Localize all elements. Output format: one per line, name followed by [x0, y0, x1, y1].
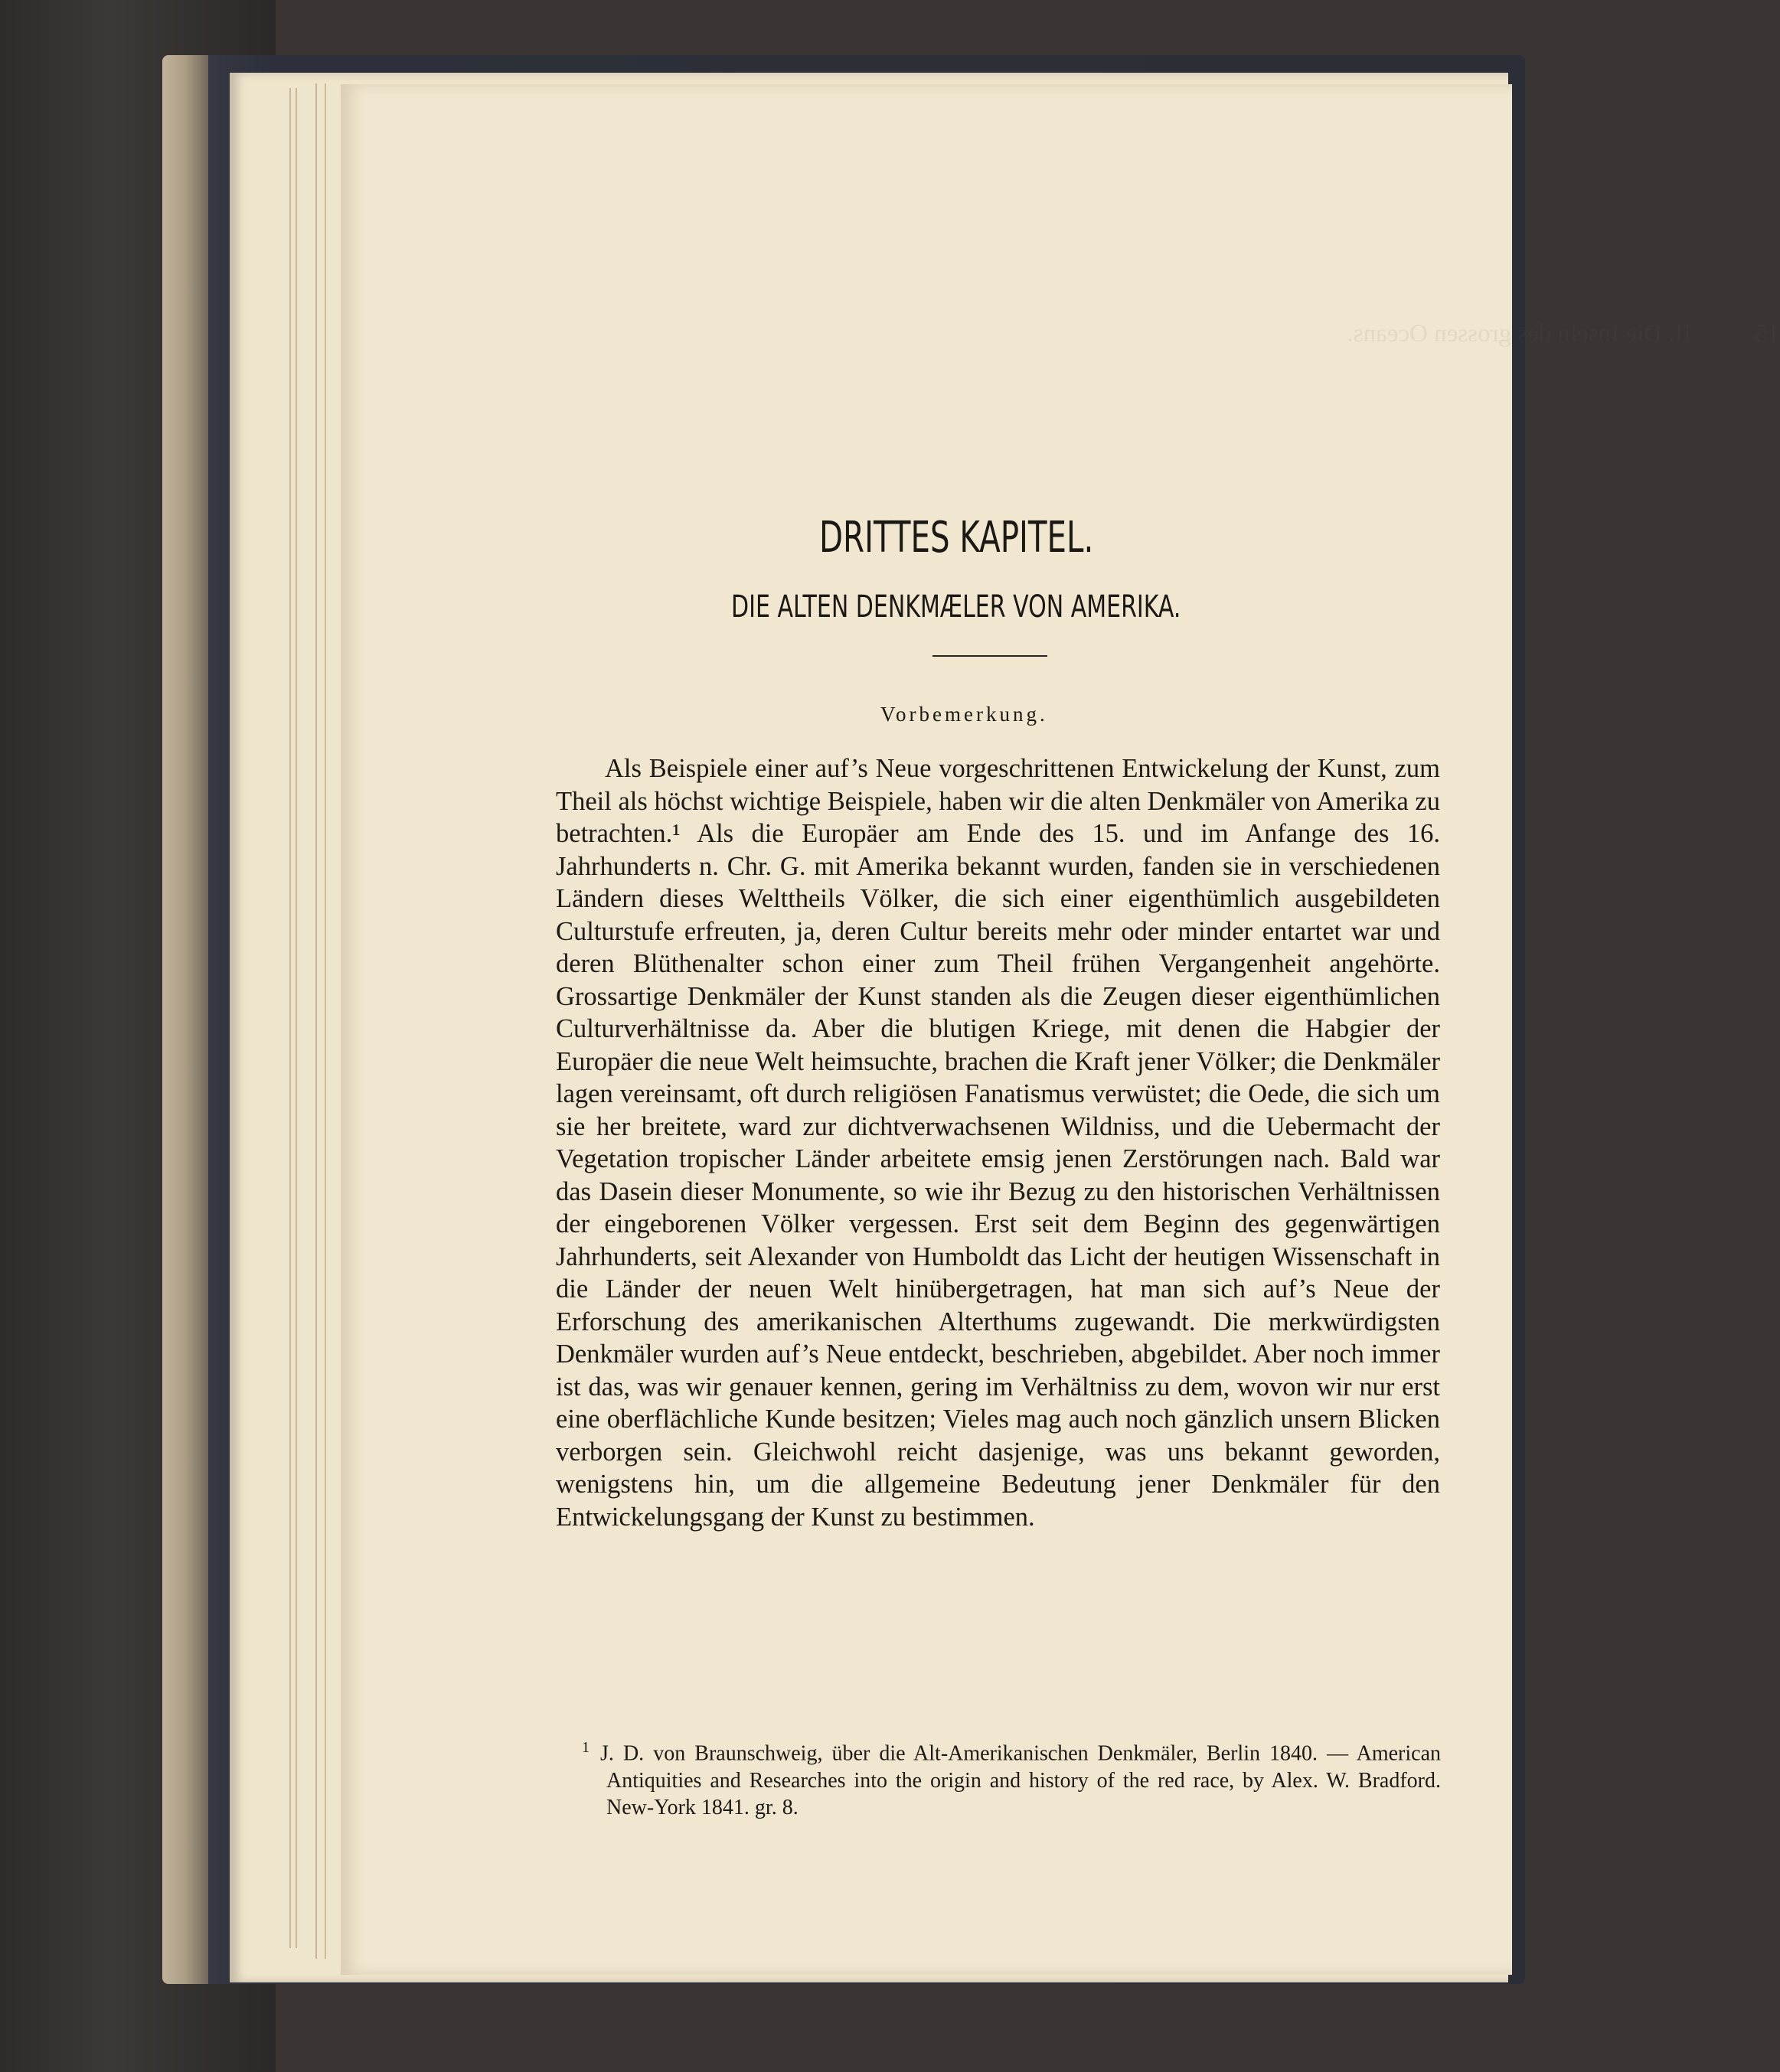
bleed-through-header: 15 II. Die Inseln des grossen Oceans. [1347, 320, 1780, 348]
title-divider [932, 655, 1047, 657]
footnote-text: J. D. von Braunschweig, über die Alt-Amerikanischen Denkmäler, Berlin 1840. — American Antiquities and Researches into the origin and history of the red race, by Alex. W. Bradford. New-York 1841. gr. 8. [600, 1741, 1441, 1820]
footnote-marker: 1 [582, 1739, 590, 1756]
body-paragraph: Als Beispiele einer auf’s Neue vorgeschrittenen Entwickelung der Kunst, zum Theil als höchst wichtige Beispiele, haben wir die alten Denkmäler von Amerika zu betrachten.¹ Als die Europäer am Ende des 15. und im Anfange des 16. Jahrhunderts n. Chr. G. mit Amerika bekannt wurden, fanden sie in verschiedenen Ländern dieses Welttheils Völker, die sich einer eigenthümlich ausgebildeten Culturstufe erfreuten, ja, deren Cultur bereits mehr oder minder entartet war und deren Blüthenalter schon einer zum Theil frühen Vergangenheit angehörte. Grossartige Denkmäler der Kunst standen als die Zeugen dieser eigenthümlichen Culturverhältnisse da. Aber die blutigen Kriege, mit denen die Habgier der Europäer die neue Welt heimsuchte, brachen die Kraft jener Völker; die Denkmäler lagen vereinsamt, oft durch religiösen Fanatismus verwüstet; die Oede, die sich um sie her breitete, ward zur dichtverwachsenen Wildniss, und die Uebermacht der Vegetation tropischer Länder arbeitete emsig jenen Zerstörungen nach. Bald war das Dasein dieser Monumente, so wie ihr Bezug zu den historischen Verhältnissen der eingeborenen Völker vergessen. Erst seit dem Beginn des gegenwärtigen Jahrhunderts, seit Alexander von Humboldt das Licht der heutigen Wissenschaft in die Länder der neuen Welt hinübergetragen, hat man sich auf’s Neue der Erforschung des amerikanischen Alterthums zugewandt. Die merkwürdigsten Denkmäler wurden auf’s Neue entdeckt, beschrieben, abgebildet. Aber noch immer ist das, was wir genauer kennen, gering im Verhältniss zu dem, wovon wir nur erst eine oberflächliche Kunde besitzen; Vieles mag auch noch gänzlich unsern Blicken verborgen sein. Gleichwohl reicht dasjenige, was uns bekannt geworden, wenigstens hin, um die allgemeine Bedeutung jener Denkmäler für den Entwickelungsgang der Kunst zu bestimmen. [556, 754, 1440, 1532]
chapter-title: DRITTES KAPITEL. [819, 513, 1094, 563]
section-heading: Vorbemerkung. [880, 703, 1048, 726]
bleed-through-text [555, 314, 1780, 773]
worn-cover-edge [162, 55, 208, 1984]
chapter-subtitle: DIE ALTEN DENKMÆLER VON AMERIKA. [731, 589, 1181, 625]
footnote [582, 1734, 1441, 1822]
